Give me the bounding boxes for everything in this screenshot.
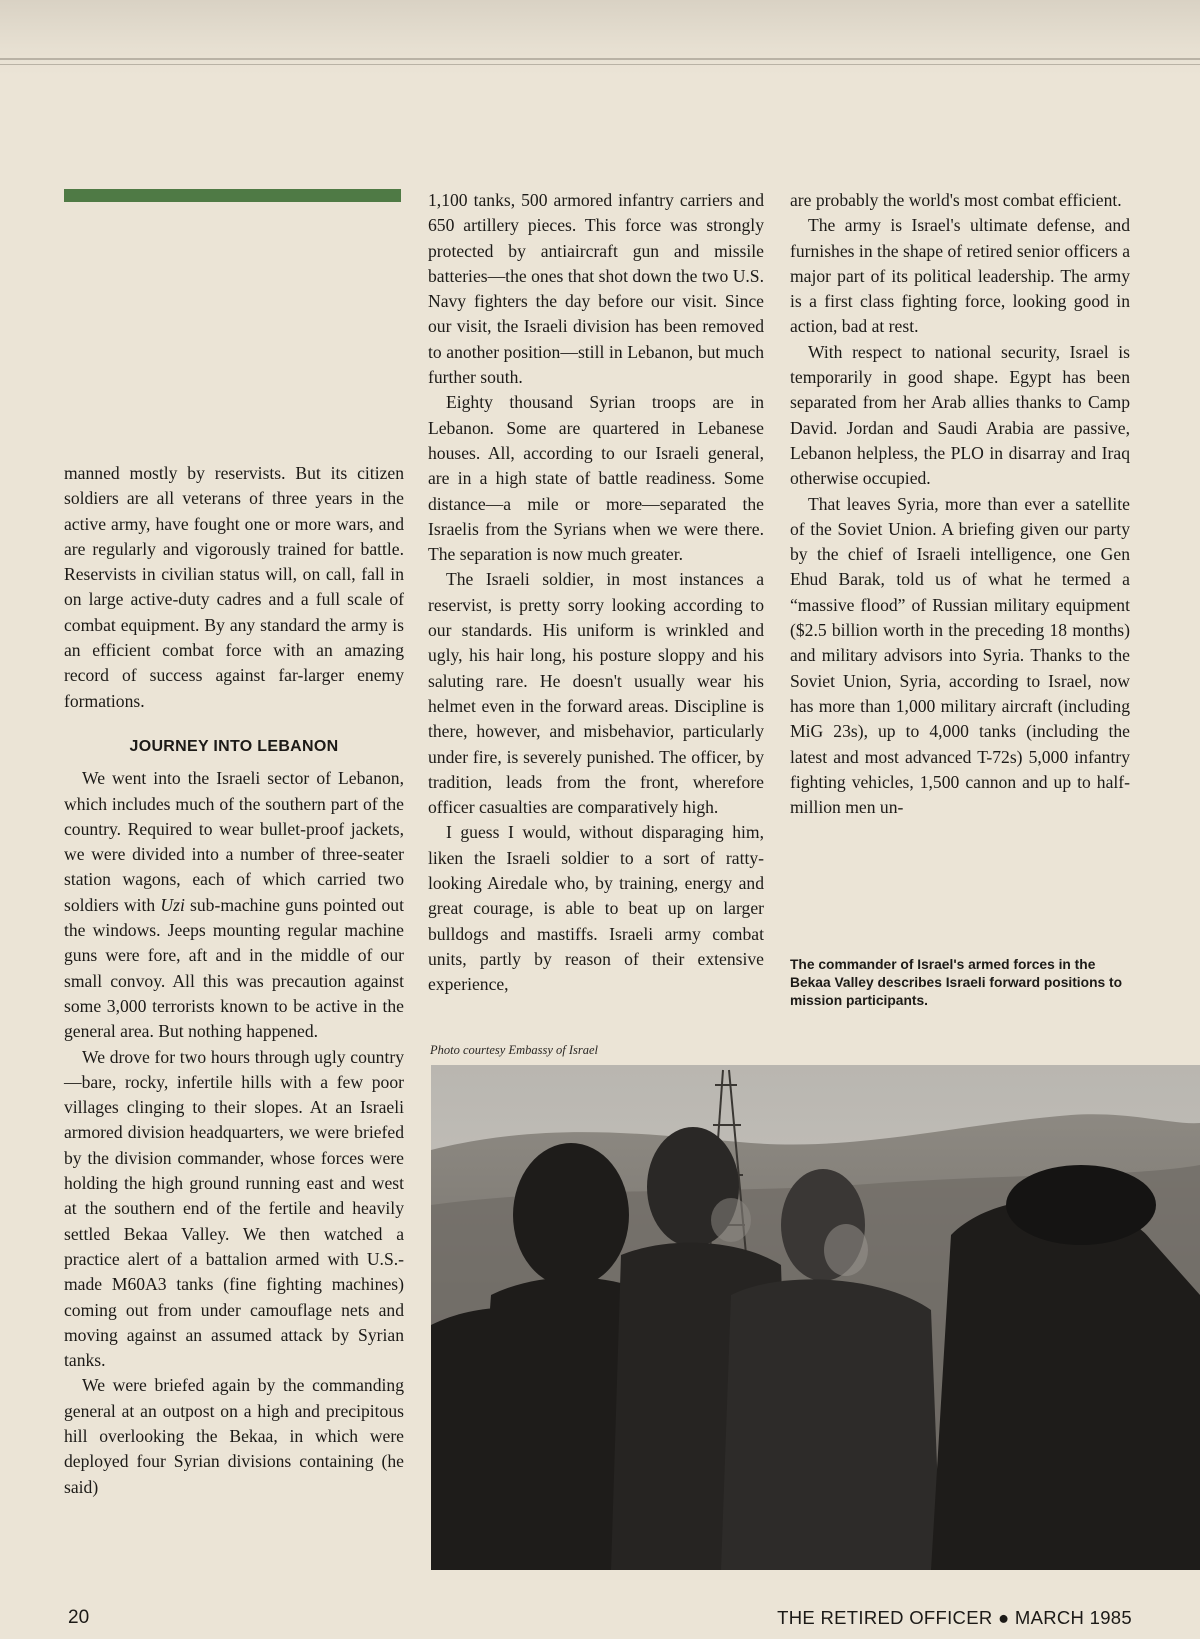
photo-credit: Photo courtesy Embassy of Israel	[430, 1043, 599, 1057]
column1-paragraph-2: We drove for two hours through ugly country—bare, rocky, infertile hills with a few poor villages clinging to their slopes. At an Israeli armored division headquarters, we were briefed by the division commander, whose forces were holding the high ground running east and west at the southern end of the fertile and heavily settled Bekaa Valley. We then watched a practice alert of a battalion armed with U.S.-made M60A3 tanks (fine fighting machines) coming out from under camouflage nets and moving against an assumed attack by Syrian tanks.	[64, 1046, 404, 1371]
italic-term: Uzi	[160, 894, 185, 915]
column2-paragraph-1: Eighty thousand Syrian troops are in Lebanon. Some are quartered in Lebanese houses. All, according to our Israeli general, are in a high state of battle readiness. Some distance—a mile or more—separated the Israelis from the Syrians when we were there. The separation is now much greater.	[428, 392, 764, 565]
article-column-3	[790, 188, 1130, 820]
column2-paragraph-2: The Israeli soldier, in most instances a reservist, is pretty sorry looking according to our standards. His uniform is wrinkled and ugly, his hair long, his posture sloppy and his saluting rare. He doesn't usually wear his helmet even in the forward areas. Discipline is there, however, and misbehavior, particularly under fire, is severely punished. The officer, by tradition, leads from the front, wherefore officer casualties are comparatively high.	[428, 569, 764, 818]
article-column-2	[428, 188, 764, 998]
photo-caption: The commander of Israel's armed forces in the Bekaa Valley describes Israeli forward positions to mission participants.	[790, 957, 1123, 1008]
column2-lead-paragraph: 1,100 tanks, 500 armored infantry carriers and 650 artillery pieces. This force was strongly protected by antiaircraft gun and missile batteries—the ones that shot down the two U.S. Navy fighters the day before our visit. Since our visit, the Israeli division has been removed to another position—still in Lebanon, but much further south.	[428, 190, 764, 388]
column3-paragraph-2: With respect to national security, Israel is temporarily in good shape. Egypt has been separated from her Arab allies thanks to Camp David. Jordan and Saudi Arabia are passive, Lebanon helpless, the PLO in disarray and Iraq otherwise occupied.	[790, 341, 1130, 489]
top-rule	[0, 58, 1200, 60]
column2-paragraph-3: I guess I would, without disparaging him, liken the Israeli soldier to a sort of ratty-looking Airedale who, by training, energy and great courage, is able to beat up on larger bulldogs and mastiffs. Israeli army combat units, partly by reason of their extensive experience,	[428, 822, 764, 995]
text-run: sub-machine guns pointed out the windows. Jeeps mounting regular machine guns were fore, aft and in the middle of our small convoy. All this was precaution against some 3,000 terrorists known to be active in the general area. But nothing happened.	[64, 894, 404, 1042]
photo-illustration	[431, 1065, 1200, 1570]
top-rule-secondary	[0, 64, 1200, 65]
publication-footer: THE RETIRED OFFICER ● MARCH 1985	[777, 1607, 1132, 1628]
article-column-1	[64, 461, 404, 1500]
column3-paragraph-1: The army is Israel's ultimate defense, and furnishes in the shape of retired senior officers a major part of its political leadership. The army is a first class fighting force, looking good in action, bad at rest.	[790, 215, 1130, 337]
section-accent-bar	[64, 189, 401, 202]
section-heading: JOURNEY INTO LEBANON	[129, 737, 339, 755]
page-number: 20	[68, 1607, 90, 1628]
briefing-photo	[431, 1065, 1200, 1570]
text-run: We went into the Israeli sector of Lebanon, which includes much of the southern part of the country. Required to wear bullet-proof jackets, we were divided into a number of three-seater station wagons, each of which carried two soldiers with	[64, 768, 404, 915]
column1-lead-paragraph: manned mostly by reservists. But its citizen soldiers are all veterans of three years in the active army, have fought one or more wars, and are regularly and vigorously trained for battle. Reservists in civilian status will, on call, fall in on large active-duty cadres and a full scale of combat equipment. By any standard the army is an efficient combat force with an amazing record of success against far-larger enemy formations.	[64, 463, 404, 711]
column1-paragraph-3: We were briefed again by the commanding general at an outpost on a high and precipitous hill overlooking the Bekaa, in which were deployed four Syrian divisions containing (he said)	[64, 1375, 404, 1497]
column1-paragraph-1	[64, 766, 404, 1044]
column3-lead-paragraph: are probably the world's most combat efficient.	[790, 190, 1122, 210]
column3-paragraph-3: That leaves Syria, more than ever a satellite of the Soviet Union. A briefing given our party by the chief of Israeli intelligence, one Gen Ehud Barak, told us of what he termed a “massive flood” of Russian military equipment ($2.5 billion worth in the preceding 18 months) and military advisors into Syria. Thanks to the Soviet Union, Syria, according to Israel, now has more than 1,000 military aircraft (including MiG 23s), up to 4,000 tanks (including the latest and most advanced T-72s) 5,000 infantry fighting vehicles, 1,500 cannon and up to half-million men un-	[790, 493, 1130, 818]
